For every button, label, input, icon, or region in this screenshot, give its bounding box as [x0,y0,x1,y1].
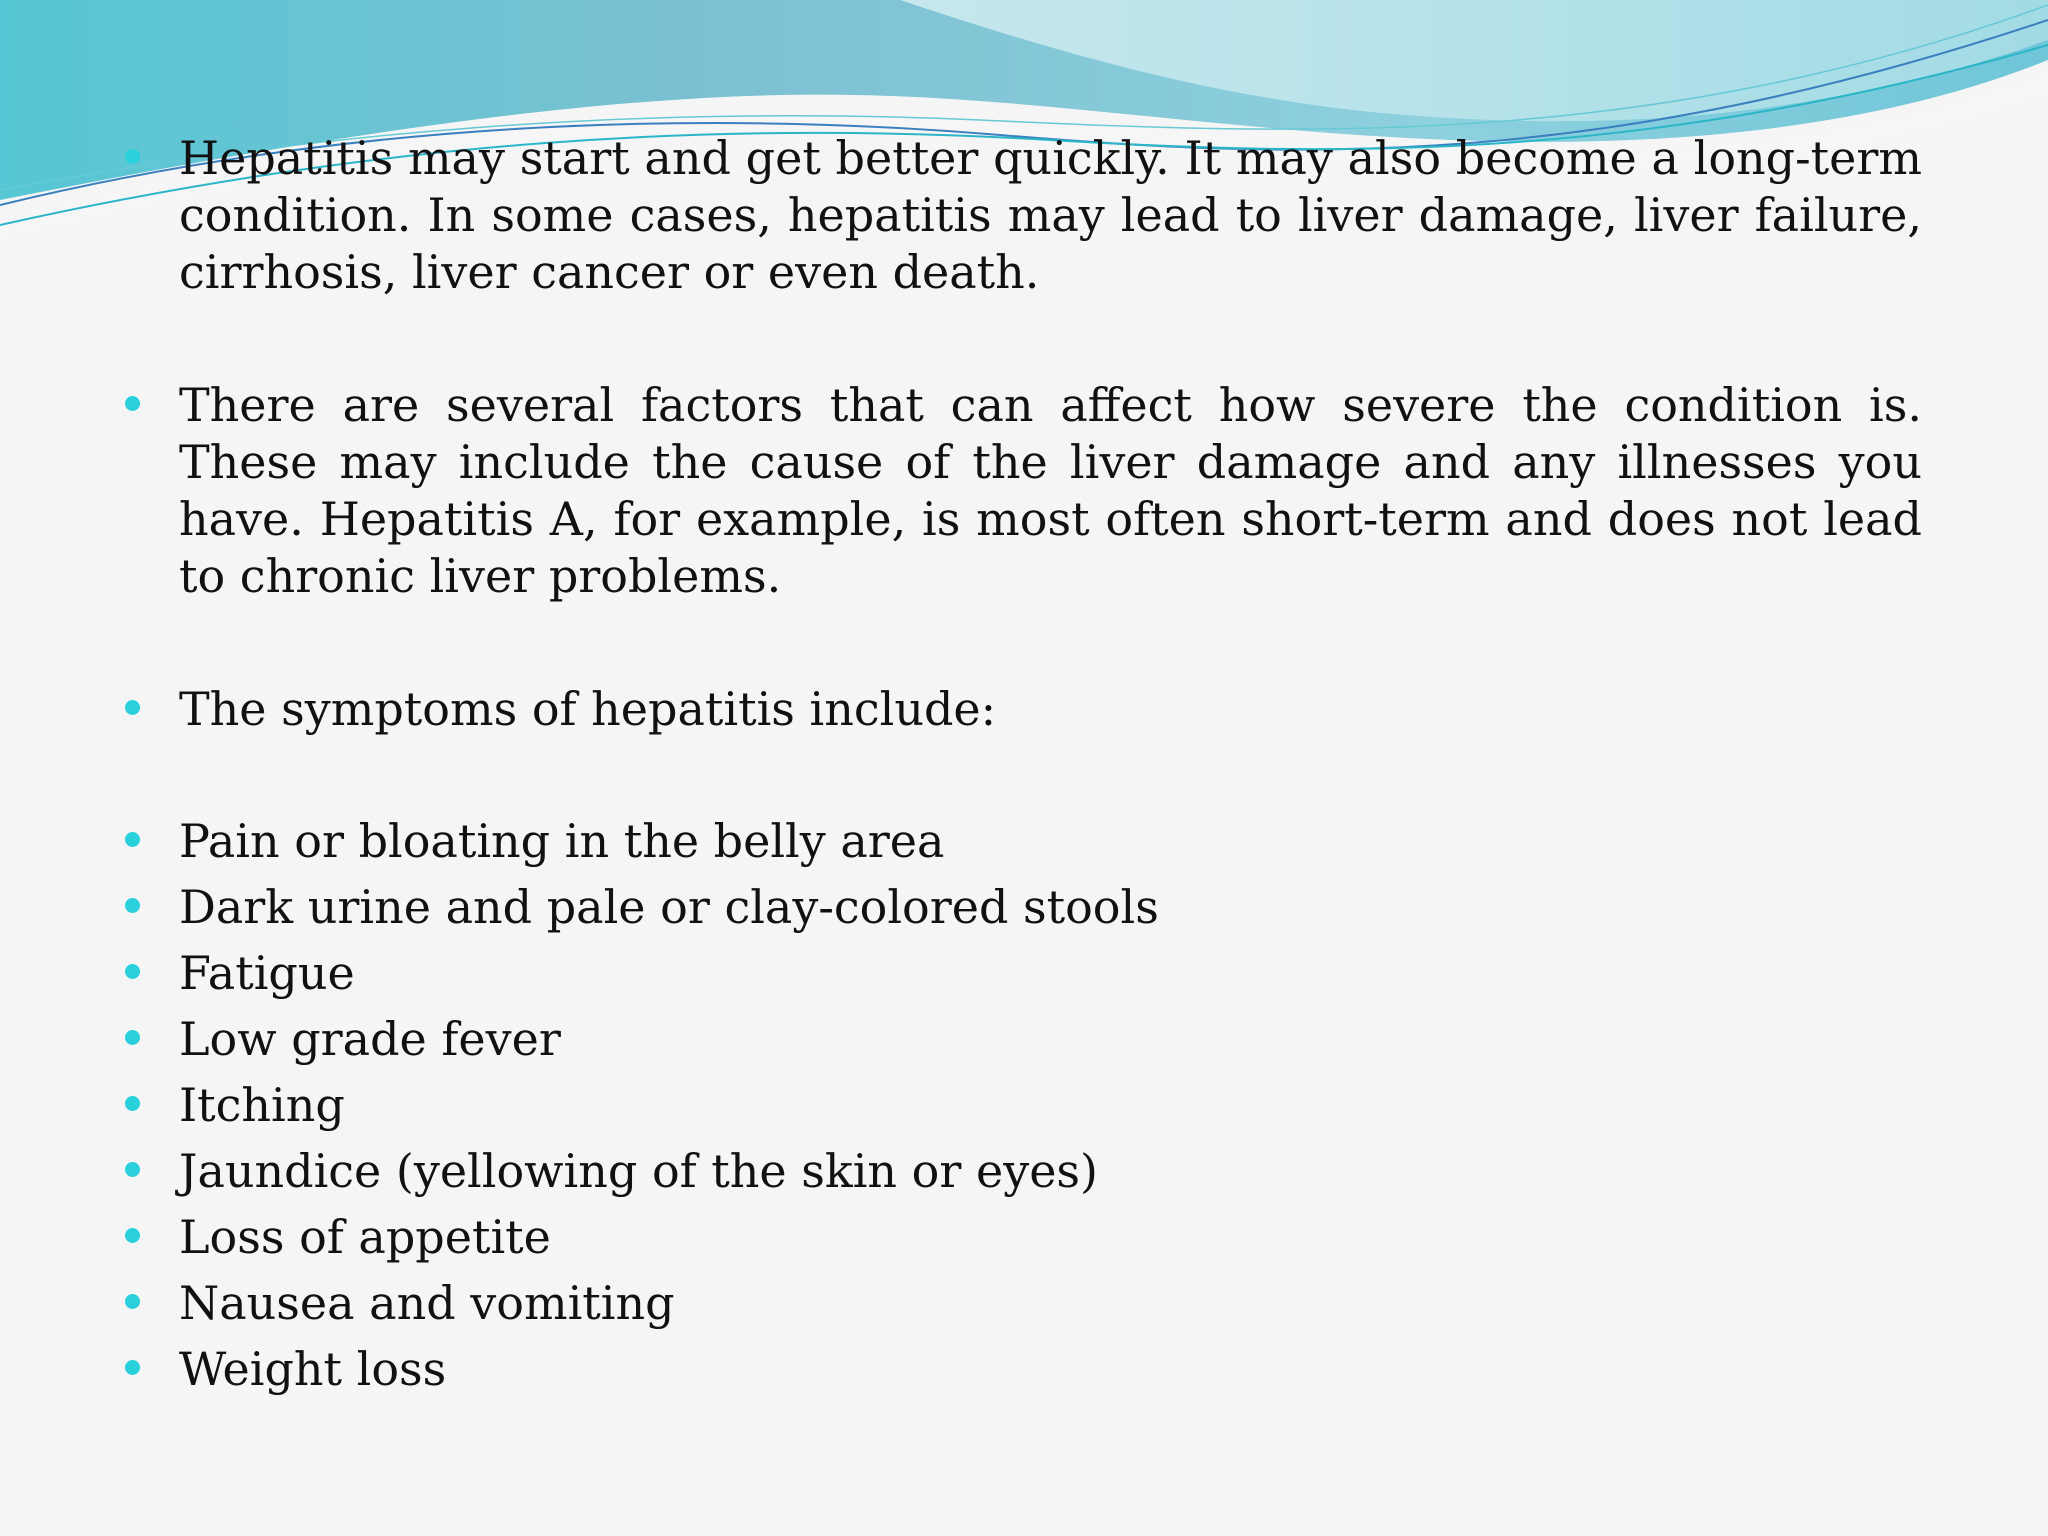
symptom-text: Low grade fever [179,1012,561,1066]
symptom-text: Weight loss [179,1342,447,1396]
paragraph-text: There are several factors that can affect how severe the condition is. These may include the cause of the liver damage and any illnesses you have. Hepatitis A, for example, is most often short-term and does not lead to chronic liver problems. [179,378,1922,603]
symptom-text: Fatigue [179,946,355,1000]
symptom-text: Nausea and vomiting [179,1276,675,1330]
bullet-icon [125,898,140,913]
symptom-text: Itching [179,1078,345,1132]
bullet-icon [125,1228,140,1243]
bullet-icon [125,1096,140,1111]
symptom-item [122,1011,1922,1068]
symptom-item [122,945,1922,1002]
symptom-text: Loss of appetite [179,1210,551,1264]
bullet-icon [125,149,140,164]
list-item [122,377,1922,605]
paragraph-text: Hepatitis may start and get better quickly. It may also become a long-term condition. In some cases, hepatitis may lead to liver damage, liver failure, cirrhosis, liver cancer or even death. [179,131,1922,299]
symptom-text: Jaundice (yellowing of the skin or eyes) [179,1144,1098,1198]
symptoms-intro: The symptoms of hepatitis include: [179,682,997,736]
bullet-icon [125,1162,140,1177]
bullet-icon [125,396,140,411]
list-item [122,130,1922,301]
symptom-text: Pain or bloating in the belly area [179,814,945,868]
bullet-icon [125,964,140,979]
symptom-item [122,879,1922,936]
symptom-item [122,1209,1922,1266]
symptom-item [122,1077,1922,1134]
symptom-item [122,1275,1922,1332]
bullet-icon [125,832,140,847]
bullet-icon [125,1030,140,1045]
bullet-icon [125,700,140,715]
list-item [122,681,1922,738]
symptom-item [122,1341,1922,1398]
symptom-item [122,813,1922,870]
bullet-icon [125,1294,140,1309]
symptom-item [122,1143,1922,1200]
bullet-list [122,130,1922,1407]
bullet-icon [125,1360,140,1375]
symptom-text: Dark urine and pale or clay-colored stools [179,880,1159,934]
